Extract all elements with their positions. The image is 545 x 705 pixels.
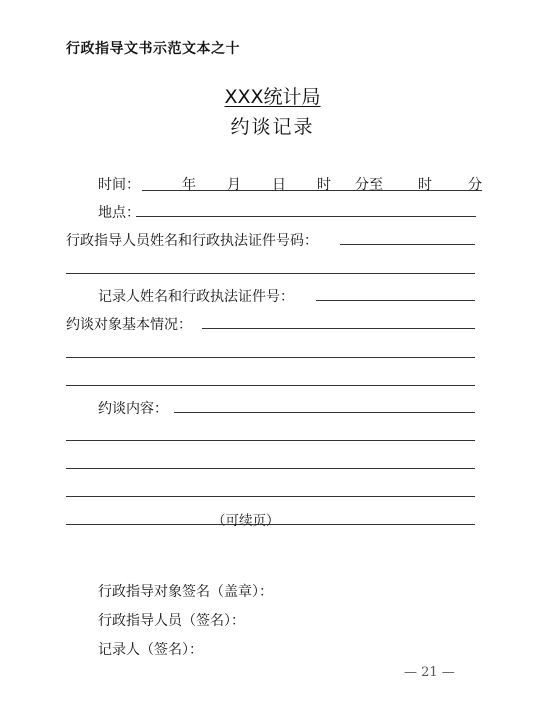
recorder-signature-label: 记录人（签名）：: [98, 642, 203, 658]
content-line-4[interactable]: [66, 496, 475, 497]
time-unit-hour-end: 时: [418, 177, 432, 193]
subject-info-field[interactable]: [202, 328, 475, 329]
location-label: 地点：: [98, 205, 140, 221]
time-unit-hour: 时: [317, 177, 331, 193]
content-line-3[interactable]: [66, 468, 475, 469]
recorder-field[interactable]: [316, 300, 475, 301]
time-unit-day: 日: [272, 177, 286, 193]
subject-info-line-2[interactable]: [66, 357, 475, 358]
subject-info-label: 约谈对象基本情况：: [66, 317, 192, 333]
officer-label: 行政指导人员姓名和行政执法证件号码：: [66, 233, 318, 249]
officer-signature-label: 行政指导人员（签名）：: [98, 613, 245, 629]
time-label: 时间：: [98, 177, 140, 193]
title-agency: [0, 82, 545, 109]
doc-series-label: 行政指导文书示范文本之十: [66, 41, 240, 57]
subject-signature-label: 行政指导对象签名（盖章）：: [98, 584, 273, 600]
content-field[interactable]: [174, 412, 475, 413]
subject-info-line-3[interactable]: [66, 385, 475, 386]
title-document: 约谈记录: [230, 116, 315, 138]
time-unit-minute-to: 分至: [355, 177, 383, 193]
time-unit-minute-end: 分: [468, 177, 482, 193]
content-line-2[interactable]: [66, 440, 475, 441]
officer-field[interactable]: [340, 244, 475, 245]
location-field[interactable]: [136, 216, 476, 217]
time-unit-month: 月: [227, 177, 241, 193]
continue-note: （可续页）: [212, 513, 280, 529]
content-label: 约谈内容：: [98, 401, 168, 417]
time-unit-year: 年: [182, 177, 196, 193]
page-number: — 21 —: [404, 665, 455, 680]
officer-field-continued[interactable]: [66, 273, 475, 274]
recorder-label: 记录人姓名和行政执法证件号：: [98, 289, 294, 305]
title-agency-text: XXX统计局: [224, 86, 321, 108]
